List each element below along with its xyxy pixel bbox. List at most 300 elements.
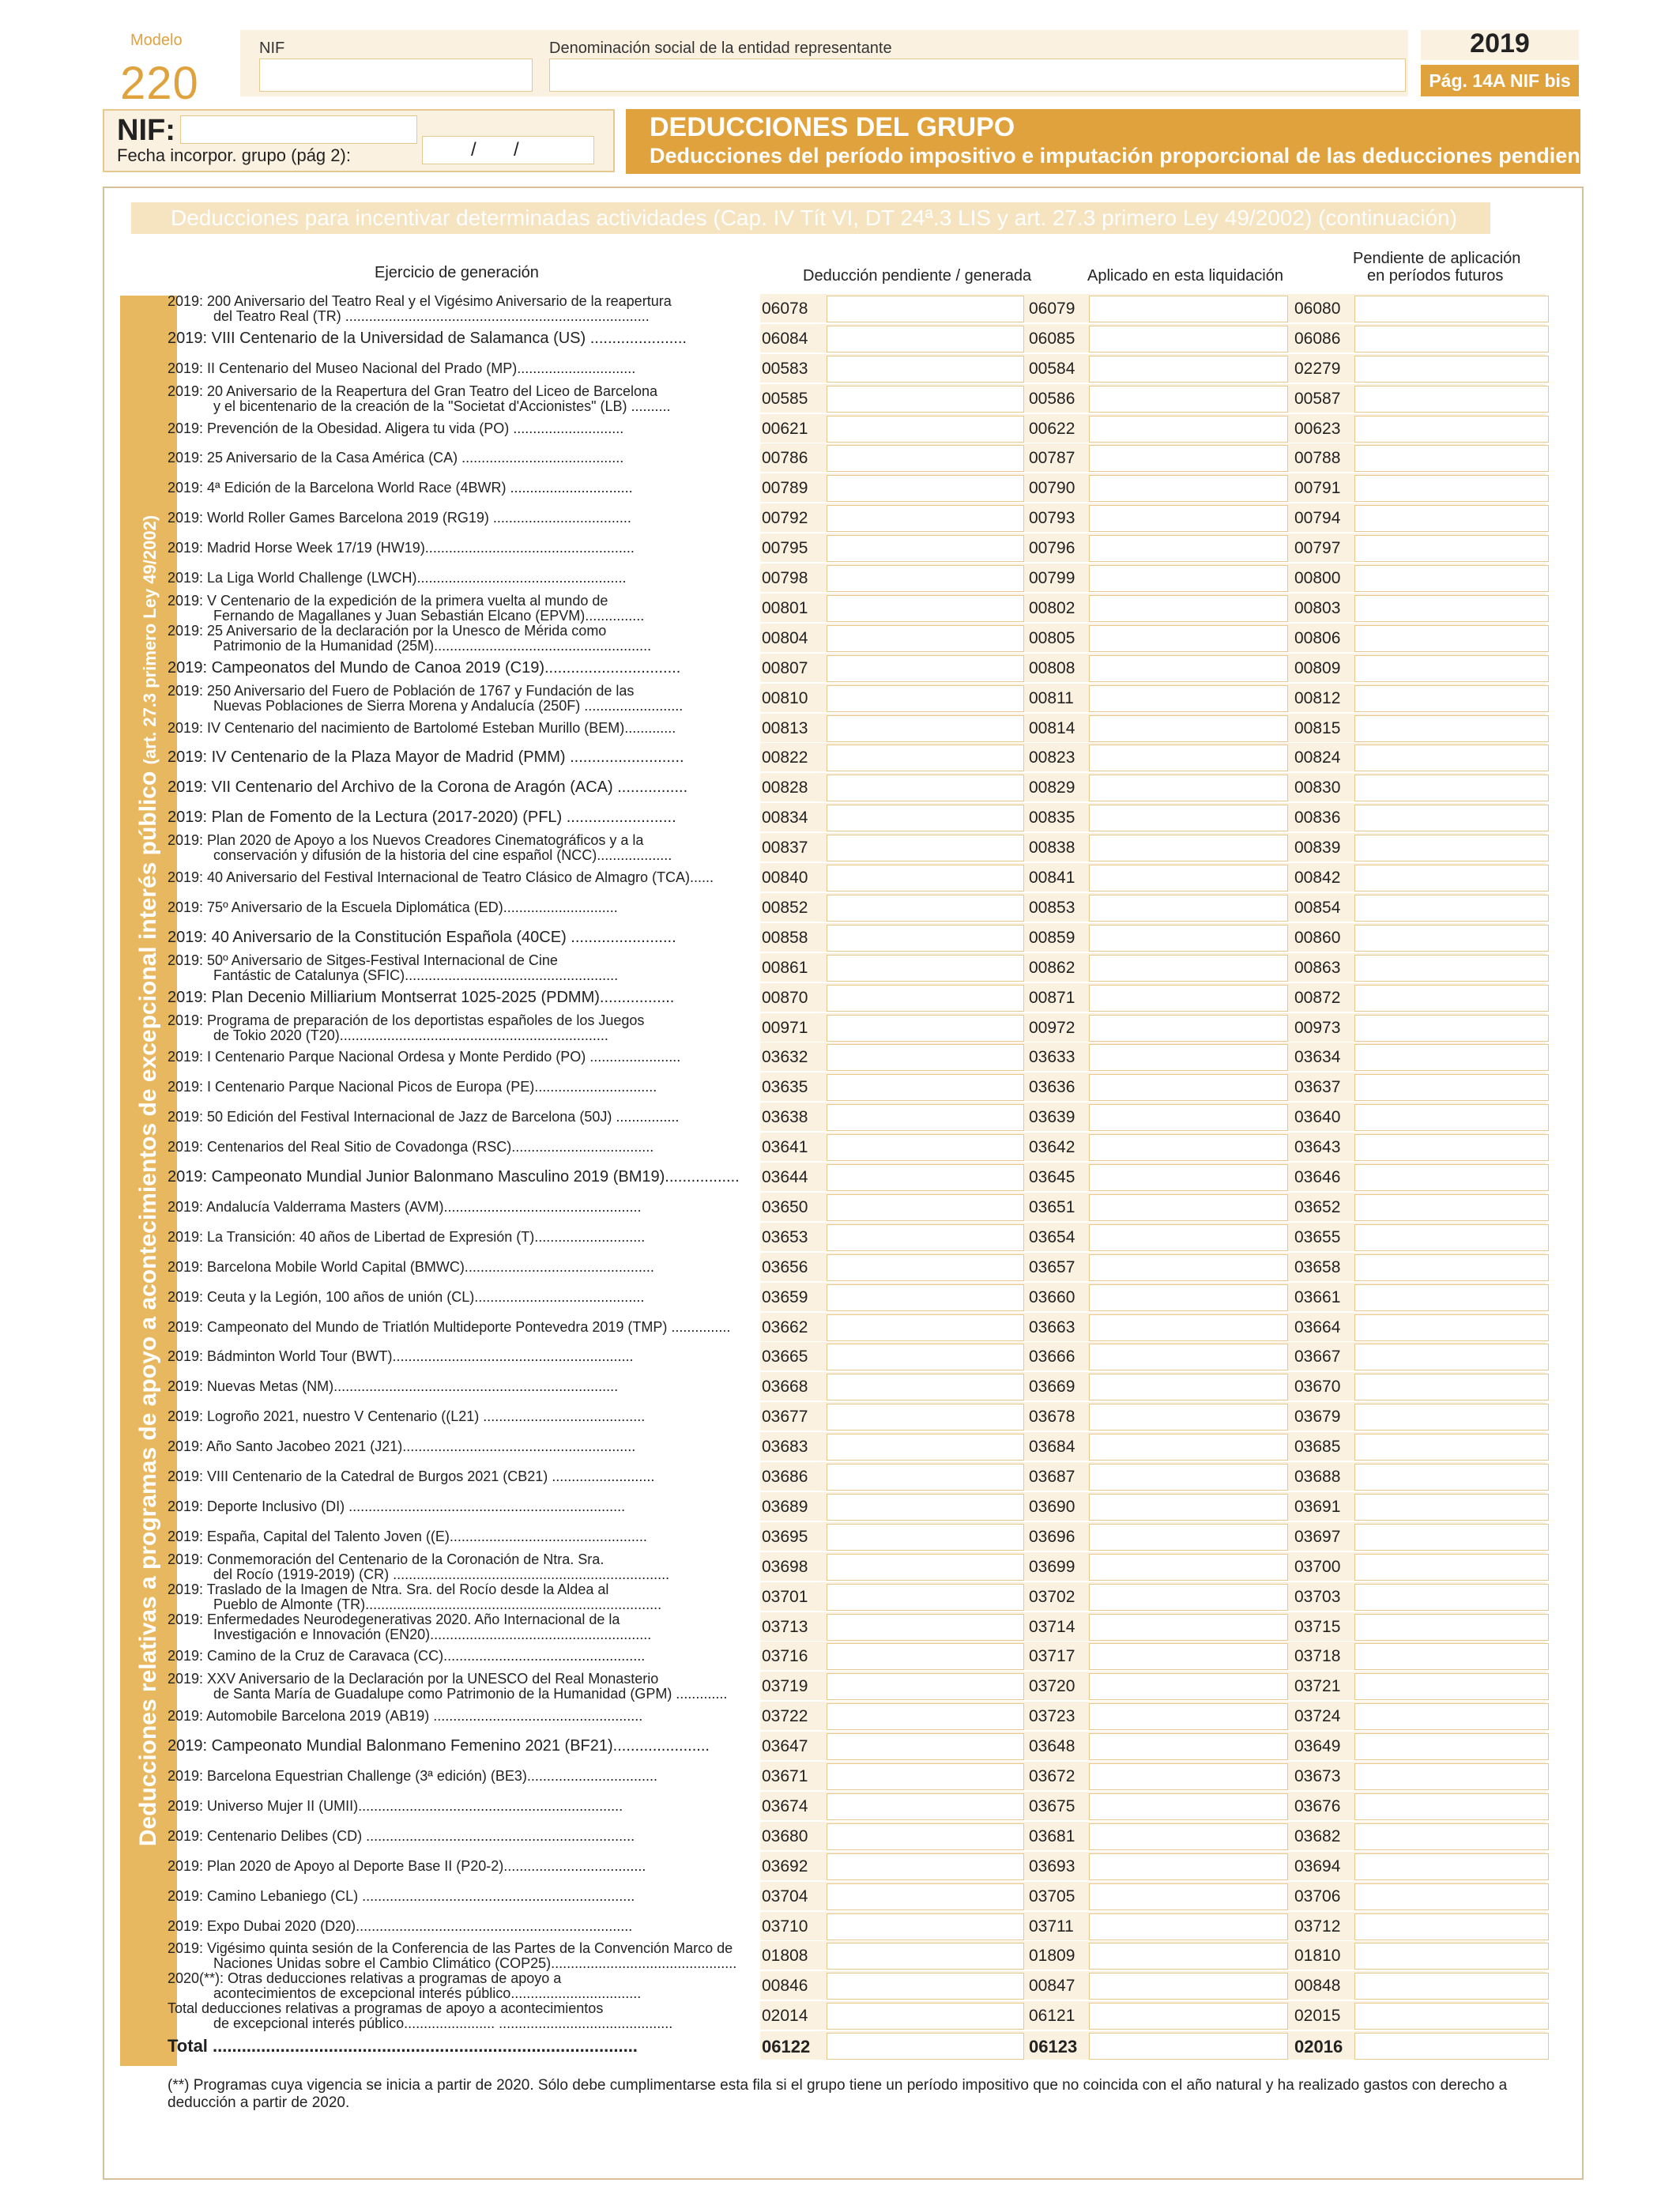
amount-input[interactable]	[1089, 1015, 1288, 1042]
amount-input[interactable]	[827, 505, 1024, 532]
amount-input[interactable]	[1354, 1164, 1549, 1191]
amount-input[interactable]	[827, 1464, 1024, 1491]
amount-input[interactable]	[1354, 1104, 1549, 1131]
box-code: 06123	[1029, 2037, 1078, 2056]
amount-input[interactable]	[827, 1314, 1024, 1341]
table-row	[0, 1852, 1680, 1882]
amount-input[interactable]	[1089, 565, 1288, 592]
amount-input[interactable]	[827, 1224, 1024, 1251]
amount-input[interactable]	[1089, 1763, 1288, 1790]
box-code: 00805	[1029, 629, 1075, 647]
amount-input[interactable]	[1089, 296, 1288, 322]
box-code: 01808	[762, 1947, 808, 1965]
amount-input[interactable]	[1354, 745, 1549, 771]
amount-input[interactable]	[1354, 1254, 1549, 1281]
box-code: 03686	[762, 1468, 808, 1486]
amount-input[interactable]	[1089, 1104, 1288, 1131]
amount-input[interactable]	[1354, 1284, 1549, 1311]
amount-input[interactable]	[827, 1614, 1024, 1641]
amount-input[interactable]	[827, 895, 1024, 922]
amount-input[interactable]	[827, 715, 1024, 742]
page-title: DEDUCCIONES DEL GRUPO	[650, 112, 1015, 142]
col-header-ejercicio: Ejercicio de generación	[375, 264, 539, 281]
amount-input[interactable]	[1354, 895, 1549, 922]
box-code: 00854	[1294, 899, 1341, 917]
amount-input[interactable]	[827, 1344, 1024, 1370]
row-label: 2019: Madrid Horse Week 17/19 (HW19).....................................................	[168, 541, 635, 556]
amount-input[interactable]	[827, 775, 1024, 801]
amount-input[interactable]	[827, 296, 1024, 322]
amount-input[interactable]	[827, 1973, 1024, 2000]
amount-input[interactable]	[1354, 356, 1549, 383]
box-code: 03667	[1294, 1348, 1341, 1366]
amount-input[interactable]	[1089, 1164, 1288, 1191]
amount-input[interactable]	[1354, 565, 1549, 592]
amount-input[interactable]	[827, 565, 1024, 592]
box-code: 06080	[1294, 300, 1341, 318]
amount-input[interactable]	[1089, 1823, 1288, 1850]
amount-input[interactable]	[1354, 1464, 1549, 1491]
box-code: 03650	[762, 1198, 808, 1216]
row-label	[168, 594, 751, 624]
box-code: 00804	[762, 629, 808, 647]
amount-input[interactable]	[827, 625, 1024, 652]
amount-input[interactable]	[827, 685, 1024, 712]
box-code: 00841	[1029, 869, 1075, 887]
box-code: 03696	[1029, 1528, 1075, 1546]
row-label: 2019: 50 Edición del Festival Internacional de Jazz de Barcelona (50J) ................	[168, 1110, 680, 1125]
table-row	[0, 863, 1680, 893]
amount-input[interactable]	[1354, 1194, 1549, 1221]
row-label: 2019: VII Centenario del Archivo de la Corona de Aragón (ACA) ................	[168, 780, 688, 795]
amount-input[interactable]	[827, 1494, 1024, 1521]
amount-input[interactable]	[1089, 895, 1288, 922]
box-code: 06121	[1029, 2007, 1075, 2025]
box-code: 03699	[1029, 1558, 1075, 1576]
amount-input[interactable]	[827, 1943, 1024, 1970]
amount-input[interactable]	[1089, 475, 1288, 502]
amount-input[interactable]	[1354, 296, 1549, 322]
box-code: 03677	[762, 1408, 808, 1426]
table-row	[0, 1552, 1680, 1582]
row-label	[168, 2001, 751, 2031]
amount-input[interactable]	[1089, 1524, 1288, 1551]
amount-input[interactable]	[1354, 1015, 1549, 1042]
amount-input[interactable]	[1089, 1224, 1288, 1251]
amount-input[interactable]	[1089, 1643, 1288, 1670]
amount-input[interactable]	[1354, 685, 1549, 712]
row-label	[168, 294, 751, 324]
amount-input[interactable]	[1089, 955, 1288, 982]
amount-input[interactable]	[827, 1643, 1024, 1670]
box-code: 03713	[762, 1618, 808, 1636]
box-code: 00798	[762, 569, 808, 587]
amount-input[interactable]	[1089, 655, 1288, 682]
amount-input[interactable]	[1354, 1134, 1549, 1161]
box-code: 03655	[1294, 1228, 1341, 1246]
box-code: 03687	[1029, 1468, 1075, 1486]
box-code: 03712	[1294, 1917, 1341, 1936]
table-row	[0, 1013, 1680, 1043]
nif-big-label: NIF:	[117, 114, 175, 147]
amount-input[interactable]	[827, 1254, 1024, 1281]
amount-input[interactable]	[827, 1164, 1024, 1191]
amount-input[interactable]	[1089, 1883, 1288, 1910]
table-row	[0, 1313, 1680, 1343]
box-code: 00835	[1029, 809, 1075, 827]
amount-input[interactable]	[827, 745, 1024, 771]
amount-input[interactable]	[1089, 2033, 1288, 2060]
row-label: 2019: I Centenario Parque Nacional Picos de Europa (PE)...............................	[168, 1080, 657, 1095]
amount-input[interactable]	[1354, 535, 1549, 562]
amount-input[interactable]	[827, 1374, 1024, 1400]
box-code: 03661	[1294, 1288, 1341, 1306]
box-code: 00796	[1029, 539, 1075, 557]
row-label	[168, 1552, 751, 1582]
nif-input[interactable]	[259, 58, 533, 92]
denominacion-input[interactable]	[549, 58, 1406, 92]
box-code: 03718	[1294, 1647, 1341, 1665]
amount-input[interactable]	[1354, 1524, 1549, 1551]
amount-input[interactable]	[1354, 865, 1549, 892]
amount-input[interactable]	[1354, 1853, 1549, 1880]
box-code: 00621	[762, 420, 808, 438]
row-label-line2: de Tokio 2020 (T20)....................................................................	[213, 1027, 608, 1043]
amount-input[interactable]	[827, 1284, 1024, 1311]
amount-input[interactable]	[827, 1434, 1024, 1461]
row-label-line2: Investigación e Innovación (EN20)........................................................	[213, 1627, 652, 1642]
amount-input[interactable]	[1354, 326, 1549, 352]
amount-input[interactable]	[827, 985, 1024, 1012]
amount-input[interactable]	[1354, 595, 1549, 622]
amount-input[interactable]	[1354, 925, 1549, 952]
amount-input[interactable]	[827, 386, 1024, 413]
amount-input[interactable]	[1354, 1554, 1549, 1581]
amount-input[interactable]	[827, 805, 1024, 831]
box-code: 00623	[1294, 420, 1341, 438]
amount-input[interactable]	[1089, 625, 1288, 652]
box-code: 00847	[1029, 1977, 1075, 1995]
amount-input[interactable]	[827, 1733, 1024, 1760]
amount-input[interactable]	[1089, 1254, 1288, 1281]
amount-input[interactable]	[827, 1015, 1024, 1042]
box-code: 06078	[762, 300, 808, 318]
row-label-line1: 2020(**): Otras deducciones relativas a programas de apoyo a	[168, 1971, 562, 1986]
amount-input[interactable]	[1089, 1973, 1288, 2000]
table-row	[0, 1103, 1680, 1133]
table-row	[0, 1582, 1680, 1612]
side-label-main: Deducciones relativas a programas de apoyo a acontecimientos de excepcional interés público	[135, 771, 161, 1847]
amount-input[interactable]	[1089, 745, 1288, 771]
table-row	[0, 1223, 1680, 1253]
amount-input[interactable]	[827, 2033, 1024, 2060]
amount-input[interactable]	[1354, 1314, 1549, 1341]
box-code: 00587	[1294, 390, 1341, 408]
amount-input[interactable]	[1089, 1134, 1288, 1161]
amount-input[interactable]	[1354, 2033, 1549, 2060]
box-code: 03652	[1294, 1198, 1341, 1216]
box-code: 03694	[1294, 1857, 1341, 1875]
amount-input[interactable]	[1089, 925, 1288, 952]
amount-input[interactable]	[827, 1404, 1024, 1431]
amount-input[interactable]	[1089, 1314, 1288, 1341]
row-label-line2: Fantástic de Catalunya (SFIC)......................................................	[213, 967, 619, 983]
amount-input[interactable]	[1089, 1554, 1288, 1581]
amount-input[interactable]	[827, 955, 1024, 982]
amount-input[interactable]	[1354, 1374, 1549, 1400]
amount-input[interactable]	[827, 595, 1024, 622]
amount-input[interactable]	[1089, 685, 1288, 712]
amount-input[interactable]	[1354, 1733, 1549, 1760]
amount-input[interactable]	[1089, 595, 1288, 622]
box-code: 03646	[1294, 1168, 1341, 1186]
amount-input[interactable]	[1089, 2003, 1288, 2030]
amount-input[interactable]	[1354, 1793, 1549, 1820]
amount-input[interactable]	[827, 1584, 1024, 1611]
amount-input[interactable]	[827, 475, 1024, 502]
row-label-line1: 2019: 250 Aniversario del Fuero de Población de 1767 y Fundación de las	[168, 684, 635, 699]
nif-label: NIF	[259, 40, 285, 57]
box-code: 00842	[1294, 869, 1341, 887]
amount-input[interactable]	[827, 1823, 1024, 1850]
amount-input[interactable]	[1354, 475, 1549, 502]
amount-input[interactable]	[827, 1703, 1024, 1730]
amount-input[interactable]	[1089, 1404, 1288, 1431]
amount-input[interactable]	[1354, 1494, 1549, 1521]
amount-input[interactable]	[1354, 775, 1549, 801]
amount-input[interactable]	[1354, 805, 1549, 831]
fecha-input[interactable]	[422, 136, 594, 164]
box-code: 00622	[1029, 420, 1075, 438]
box-code: 00815	[1294, 719, 1341, 737]
amount-input[interactable]	[1354, 985, 1549, 1012]
amount-input[interactable]	[1089, 1793, 1288, 1820]
amount-input[interactable]	[1354, 955, 1549, 982]
table-row	[0, 1822, 1680, 1852]
box-code: 03645	[1029, 1168, 1075, 1186]
amount-input[interactable]	[827, 1074, 1024, 1101]
amount-input[interactable]	[1354, 445, 1549, 472]
amount-input[interactable]	[1089, 1853, 1288, 1880]
amount-input[interactable]	[827, 1134, 1024, 1161]
amount-input[interactable]	[1089, 1614, 1288, 1641]
row-label: 2019: Ceuta y la Legión, 100 años de unión (CL)...........................................	[168, 1290, 645, 1305]
amount-input[interactable]	[827, 925, 1024, 952]
amount-input[interactable]	[1089, 416, 1288, 443]
amount-input[interactable]	[1089, 1584, 1288, 1611]
box-code: 03634	[1294, 1048, 1341, 1066]
box-code: 03639	[1029, 1108, 1075, 1126]
row-label	[168, 1941, 751, 1971]
amount-input[interactable]	[827, 1673, 1024, 1700]
row-label: 2019: Campeonato del Mundo de Triatlón Multideporte Pontevedra 2019 (TMP) ...............	[168, 1320, 731, 1335]
row-label	[168, 384, 751, 414]
amount-input[interactable]	[1354, 1044, 1549, 1071]
box-code: 03662	[762, 1318, 808, 1336]
amount-input[interactable]	[1354, 835, 1549, 861]
amount-input[interactable]	[1354, 1823, 1549, 1850]
amount-input[interactable]	[1354, 1643, 1549, 1670]
amount-input[interactable]	[827, 1194, 1024, 1221]
amount-input[interactable]	[827, 2003, 1024, 2030]
table-row	[0, 473, 1680, 503]
amount-input[interactable]	[1089, 865, 1288, 892]
row-label: 2019: IV Centenario de la Plaza Mayor de Madrid (PMM) ..........................	[168, 750, 684, 765]
row-label: 2019: Centenarios del Real Sitio de Covadonga (RSC)....................................	[168, 1140, 654, 1155]
amount-input[interactable]	[1354, 1344, 1549, 1370]
amount-input[interactable]	[1354, 1913, 1549, 1940]
amount-input[interactable]	[1089, 356, 1288, 383]
amount-input[interactable]	[1089, 1943, 1288, 1970]
amount-input[interactable]	[1089, 1434, 1288, 1461]
amount-input[interactable]	[1354, 386, 1549, 413]
amount-input[interactable]	[1089, 1913, 1288, 1940]
amount-input[interactable]	[1354, 2003, 1549, 2030]
row-label-line1: 2019: Traslado de la Imagen de Ntra. Sra. del Rocío desde la Aldea al	[168, 1582, 609, 1597]
box-code: 03698	[762, 1558, 808, 1576]
box-code: 02016	[1294, 2037, 1343, 2056]
box-code: 03697	[1294, 1528, 1341, 1546]
row-label-line2: Patrimonio de la Humanidad (25M).......................................................	[213, 638, 652, 654]
row-label: 2019: Plan Decenio Milliarium Montserrat 1025-2025 (PDMM).................	[168, 990, 675, 1005]
amount-input[interactable]	[1354, 1584, 1549, 1611]
row-label: 2019: España, Capital del Talento Joven ((E)..................................................	[168, 1529, 647, 1544]
box-code: 03640	[1294, 1108, 1341, 1126]
amount-input[interactable]	[827, 416, 1024, 443]
table-row	[0, 594, 1680, 624]
table-row	[0, 1762, 1680, 1792]
amount-input[interactable]	[827, 655, 1024, 682]
amount-input[interactable]	[1354, 505, 1549, 532]
amount-input[interactable]	[1089, 1044, 1288, 1071]
amount-input[interactable]	[1089, 1464, 1288, 1491]
amount-input[interactable]	[1089, 1344, 1288, 1370]
box-code: 03641	[762, 1138, 808, 1156]
box-code: 03666	[1029, 1348, 1075, 1366]
amount-input[interactable]	[1354, 655, 1549, 682]
amount-input[interactable]	[1354, 1224, 1549, 1251]
row-label-line2: Nuevas Poblaciones de Sierra Morena y Andalucía (250F) .........................	[213, 698, 684, 714]
amount-input[interactable]	[827, 1913, 1024, 1940]
amount-input[interactable]	[1089, 1673, 1288, 1700]
amount-input[interactable]	[1089, 535, 1288, 562]
amount-input[interactable]	[1089, 1074, 1288, 1101]
table-row	[0, 1971, 1680, 2001]
box-code: 03676	[1294, 1797, 1341, 1815]
row-label-line1: 2019: Vigésimo quinta sesión de la Conferencia de las Partes de la Convención Marco de	[168, 1941, 733, 1956]
amount-input[interactable]	[1354, 1404, 1549, 1431]
amount-input[interactable]	[1089, 1284, 1288, 1311]
amount-input[interactable]	[1089, 386, 1288, 413]
amount-input[interactable]	[827, 356, 1024, 383]
col-header-pendiente-futuros: Pendiente de aplicación	[1353, 250, 1521, 267]
amount-input[interactable]	[1089, 1494, 1288, 1521]
amount-input[interactable]	[1089, 805, 1288, 831]
box-code: 00585	[762, 390, 808, 408]
box-code: 00836	[1294, 809, 1341, 827]
row-label-line1: 2019: Programa de preparación de los deportistas españoles de los Juegos	[168, 1013, 645, 1028]
amount-input[interactable]	[827, 1763, 1024, 1790]
box-code: 01810	[1294, 1947, 1341, 1965]
amount-input[interactable]	[1089, 1703, 1288, 1730]
amount-input[interactable]	[1089, 445, 1288, 472]
amount-input[interactable]	[1089, 1733, 1288, 1760]
box-code: 00871	[1029, 989, 1075, 1007]
table-row	[0, 384, 1680, 414]
amount-input[interactable]	[1089, 1374, 1288, 1400]
table-row	[0, 1283, 1680, 1313]
box-code: 03673	[1294, 1767, 1341, 1785]
row-label: 2019: Universo Mujer II (UMII)...................................................................	[168, 1799, 623, 1814]
amount-input[interactable]	[827, 1524, 1024, 1551]
amount-input[interactable]	[827, 445, 1024, 472]
amount-input[interactable]	[1354, 416, 1549, 443]
amount-input[interactable]	[827, 535, 1024, 562]
box-code: 00586	[1029, 390, 1075, 408]
amount-input[interactable]	[1354, 1883, 1549, 1910]
amount-input[interactable]	[1089, 1194, 1288, 1221]
amount-input[interactable]	[1354, 1763, 1549, 1790]
amount-input[interactable]	[1089, 505, 1288, 532]
amount-input[interactable]	[827, 1554, 1024, 1581]
table-row	[0, 1672, 1680, 1702]
amount-input[interactable]	[1089, 326, 1288, 352]
amount-input[interactable]	[1354, 1973, 1549, 2000]
box-code: 03635	[762, 1078, 808, 1096]
amount-input[interactable]	[1354, 1074, 1549, 1101]
nif-big-input[interactable]	[180, 115, 417, 144]
amount-input[interactable]	[1354, 1943, 1549, 1970]
box-code: 00837	[762, 839, 808, 857]
box-code: 00795	[762, 539, 808, 557]
table-row	[0, 414, 1680, 444]
row-label: 2019: VIII Centenario de la Universidad de Salamanca (US) ......................	[168, 331, 687, 346]
amount-input[interactable]	[1089, 775, 1288, 801]
fecha-label: Fecha incorpor. grupo (pág 2):	[117, 145, 351, 165]
amount-input[interactable]	[1089, 985, 1288, 1012]
amount-input[interactable]	[827, 1883, 1024, 1910]
amount-input[interactable]	[827, 1853, 1024, 1880]
amount-input[interactable]	[827, 865, 1024, 892]
amount-input[interactable]	[827, 1104, 1024, 1131]
table-row	[0, 2031, 1680, 2061]
box-code: 00801	[762, 599, 808, 617]
box-code: 03717	[1029, 1647, 1075, 1665]
box-code: 00792	[762, 509, 808, 527]
box-code: 00838	[1029, 839, 1075, 857]
amount-input[interactable]	[1354, 715, 1549, 742]
amount-input[interactable]	[1354, 1703, 1549, 1730]
amount-input[interactable]	[827, 326, 1024, 352]
box-code: 03723	[1029, 1707, 1075, 1725]
amount-input[interactable]	[827, 1793, 1024, 1820]
amount-input[interactable]	[1354, 625, 1549, 652]
box-code: 03706	[1294, 1887, 1341, 1906]
row-label-line2: de excepcional interés público....................... ............................................	[213, 2015, 673, 2031]
table-row	[0, 1702, 1680, 1732]
amount-input[interactable]	[827, 1044, 1024, 1071]
box-code: 00973	[1294, 1019, 1341, 1037]
row-label: 2019: Automobile Barcelona 2019 (AB19) .....................................................	[168, 1709, 643, 1724]
amount-input[interactable]	[1089, 835, 1288, 861]
amount-input[interactable]	[1354, 1673, 1549, 1700]
amount-input[interactable]	[827, 835, 1024, 861]
table-row	[0, 294, 1680, 324]
amount-input[interactable]	[1089, 715, 1288, 742]
row-label: 2019: Nuevas Metas (NM)........................................................................	[168, 1379, 619, 1394]
amount-input[interactable]	[1354, 1614, 1549, 1641]
amount-input[interactable]	[1354, 1434, 1549, 1461]
